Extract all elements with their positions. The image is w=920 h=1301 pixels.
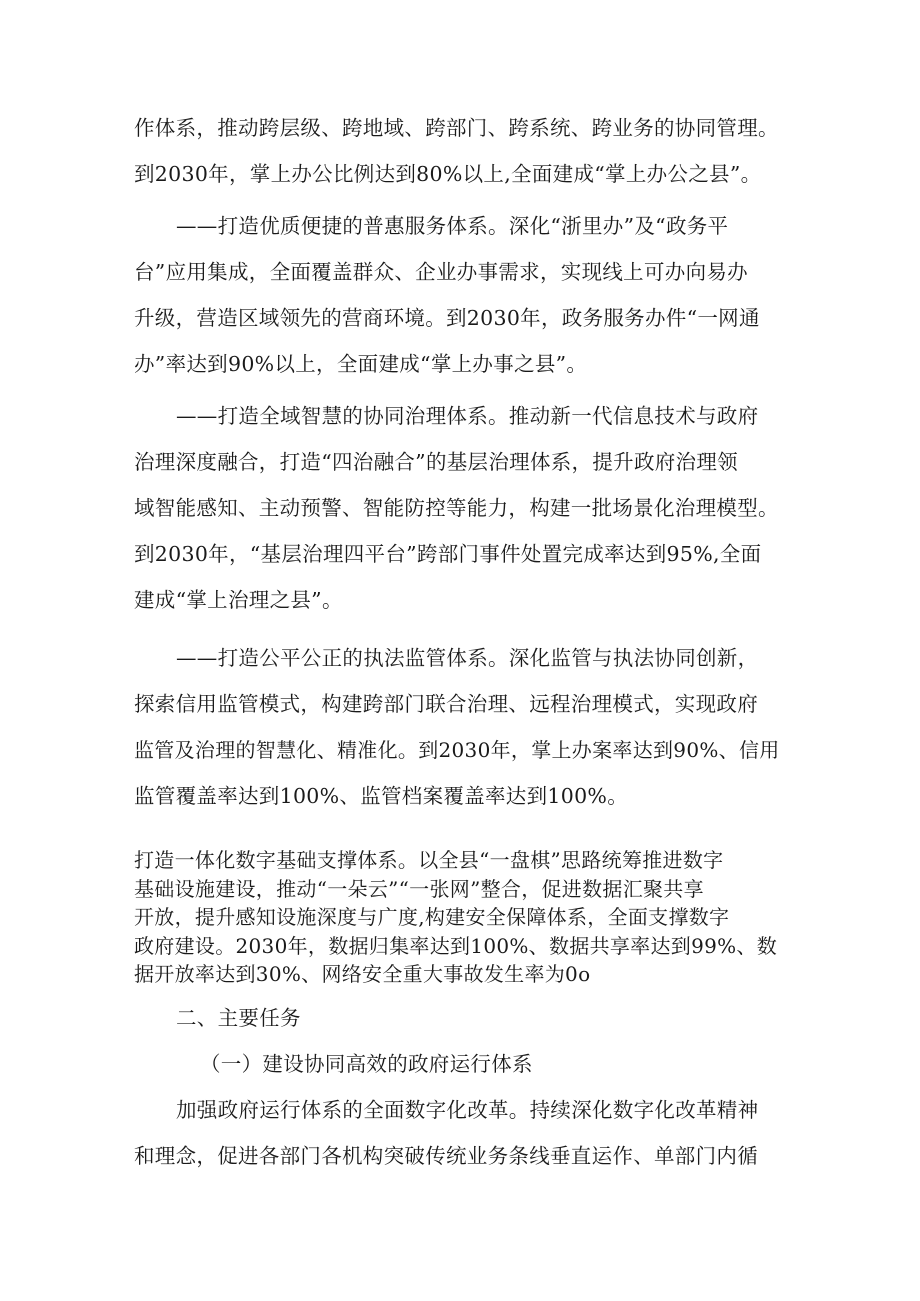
text-line: ——打造优质便捷的普惠服务体系。深化“浙里办”及“政务平 xyxy=(176,214,729,238)
text-line: 基础设施建设，推动“一朵云”“一张网”整合，促进数据汇聚共享 xyxy=(134,876,704,901)
text-line: 加强政府运行体系的全面数字化改革。持续深化数字化改革精神 xyxy=(176,1098,759,1122)
text-line: 治理深度融合，打造“四治融合”的基层治理体系，提升政府治理领 xyxy=(134,450,738,474)
subsection-heading-government-operation xyxy=(134,1041,794,1087)
text-line: 开放，提升感知设施深度与广度,构建安全保障体系，全面支撑数字 xyxy=(134,905,730,929)
text-line: 域智能感知、主动预警、智能防控等能力，构建一批场景化治理模型。 xyxy=(134,496,779,520)
paragraph-digital-foundation xyxy=(134,846,794,989)
text-line: 据开放率达到30%、网络安全重大事故发生率为0o xyxy=(134,962,591,986)
paragraph-supervision-system xyxy=(134,635,794,819)
paragraph-digital-reform xyxy=(134,1087,794,1179)
text-line: 建成“掌上治理之县”。 xyxy=(134,588,343,612)
text-line: 台”应用集成，全面覆盖群众、企业办事需求，实现线上可办向易办 xyxy=(134,260,748,284)
text-line: 监管覆盖率达到100%、监管档案覆盖率达到100%。 xyxy=(134,784,629,808)
section-heading-main-tasks xyxy=(134,995,794,1041)
text-line: 作体系，推动跨层级、跨地域、跨部门、跨系统、跨业务的协同管理。 xyxy=(134,116,779,140)
paragraph-governance-system xyxy=(134,393,794,623)
text-line: 打造一体化数字基础支撑体系。以全县“一盘棋”思路统筹推进数字 xyxy=(134,848,724,872)
text-line: 到2030年，掌上办公比例达到80%以上,全面建成“掌上办公之县”。 xyxy=(134,162,762,186)
text-line: 升级，营造区域领先的营商环境。到2030年，政务服务办件“一网通 xyxy=(134,306,760,330)
text-line: 监管及治理的智慧化、精准化。到2030年，掌上办案率达到90%、信用 xyxy=(134,738,780,762)
text-line: 和理念，促进各部门各机构突破传统业务条线垂直运作、单部门内循 xyxy=(134,1144,758,1168)
text-line: 到2030年，“基层治理四平台”跨部门事件处置完成率达到95%,全面 xyxy=(134,542,762,566)
paragraph-service-system xyxy=(134,203,794,387)
heading-text: 二、主要任务 xyxy=(176,1006,301,1030)
text-line: 政府建设。2030年，数据归集率达到100%、数据共享率达到99%、数 xyxy=(134,933,778,958)
text-line: ——打造全域智慧的协同治理体系。推动新一代信息技术与政府 xyxy=(176,404,759,428)
heading-text: （一）建设协同高效的政府运行体系 xyxy=(200,1052,533,1076)
text-line: ——打造公平公正的执法监管体系。深化监管与执法协同创新， xyxy=(176,646,759,670)
text-line: 探索信用监管模式，构建跨部门联合治理、远程治理模式，实现政府 xyxy=(134,692,758,716)
text-line: 办”率达到90%以上，全面建成“掌上办事之县”。 xyxy=(134,352,588,376)
paragraph-office-system xyxy=(134,105,794,197)
